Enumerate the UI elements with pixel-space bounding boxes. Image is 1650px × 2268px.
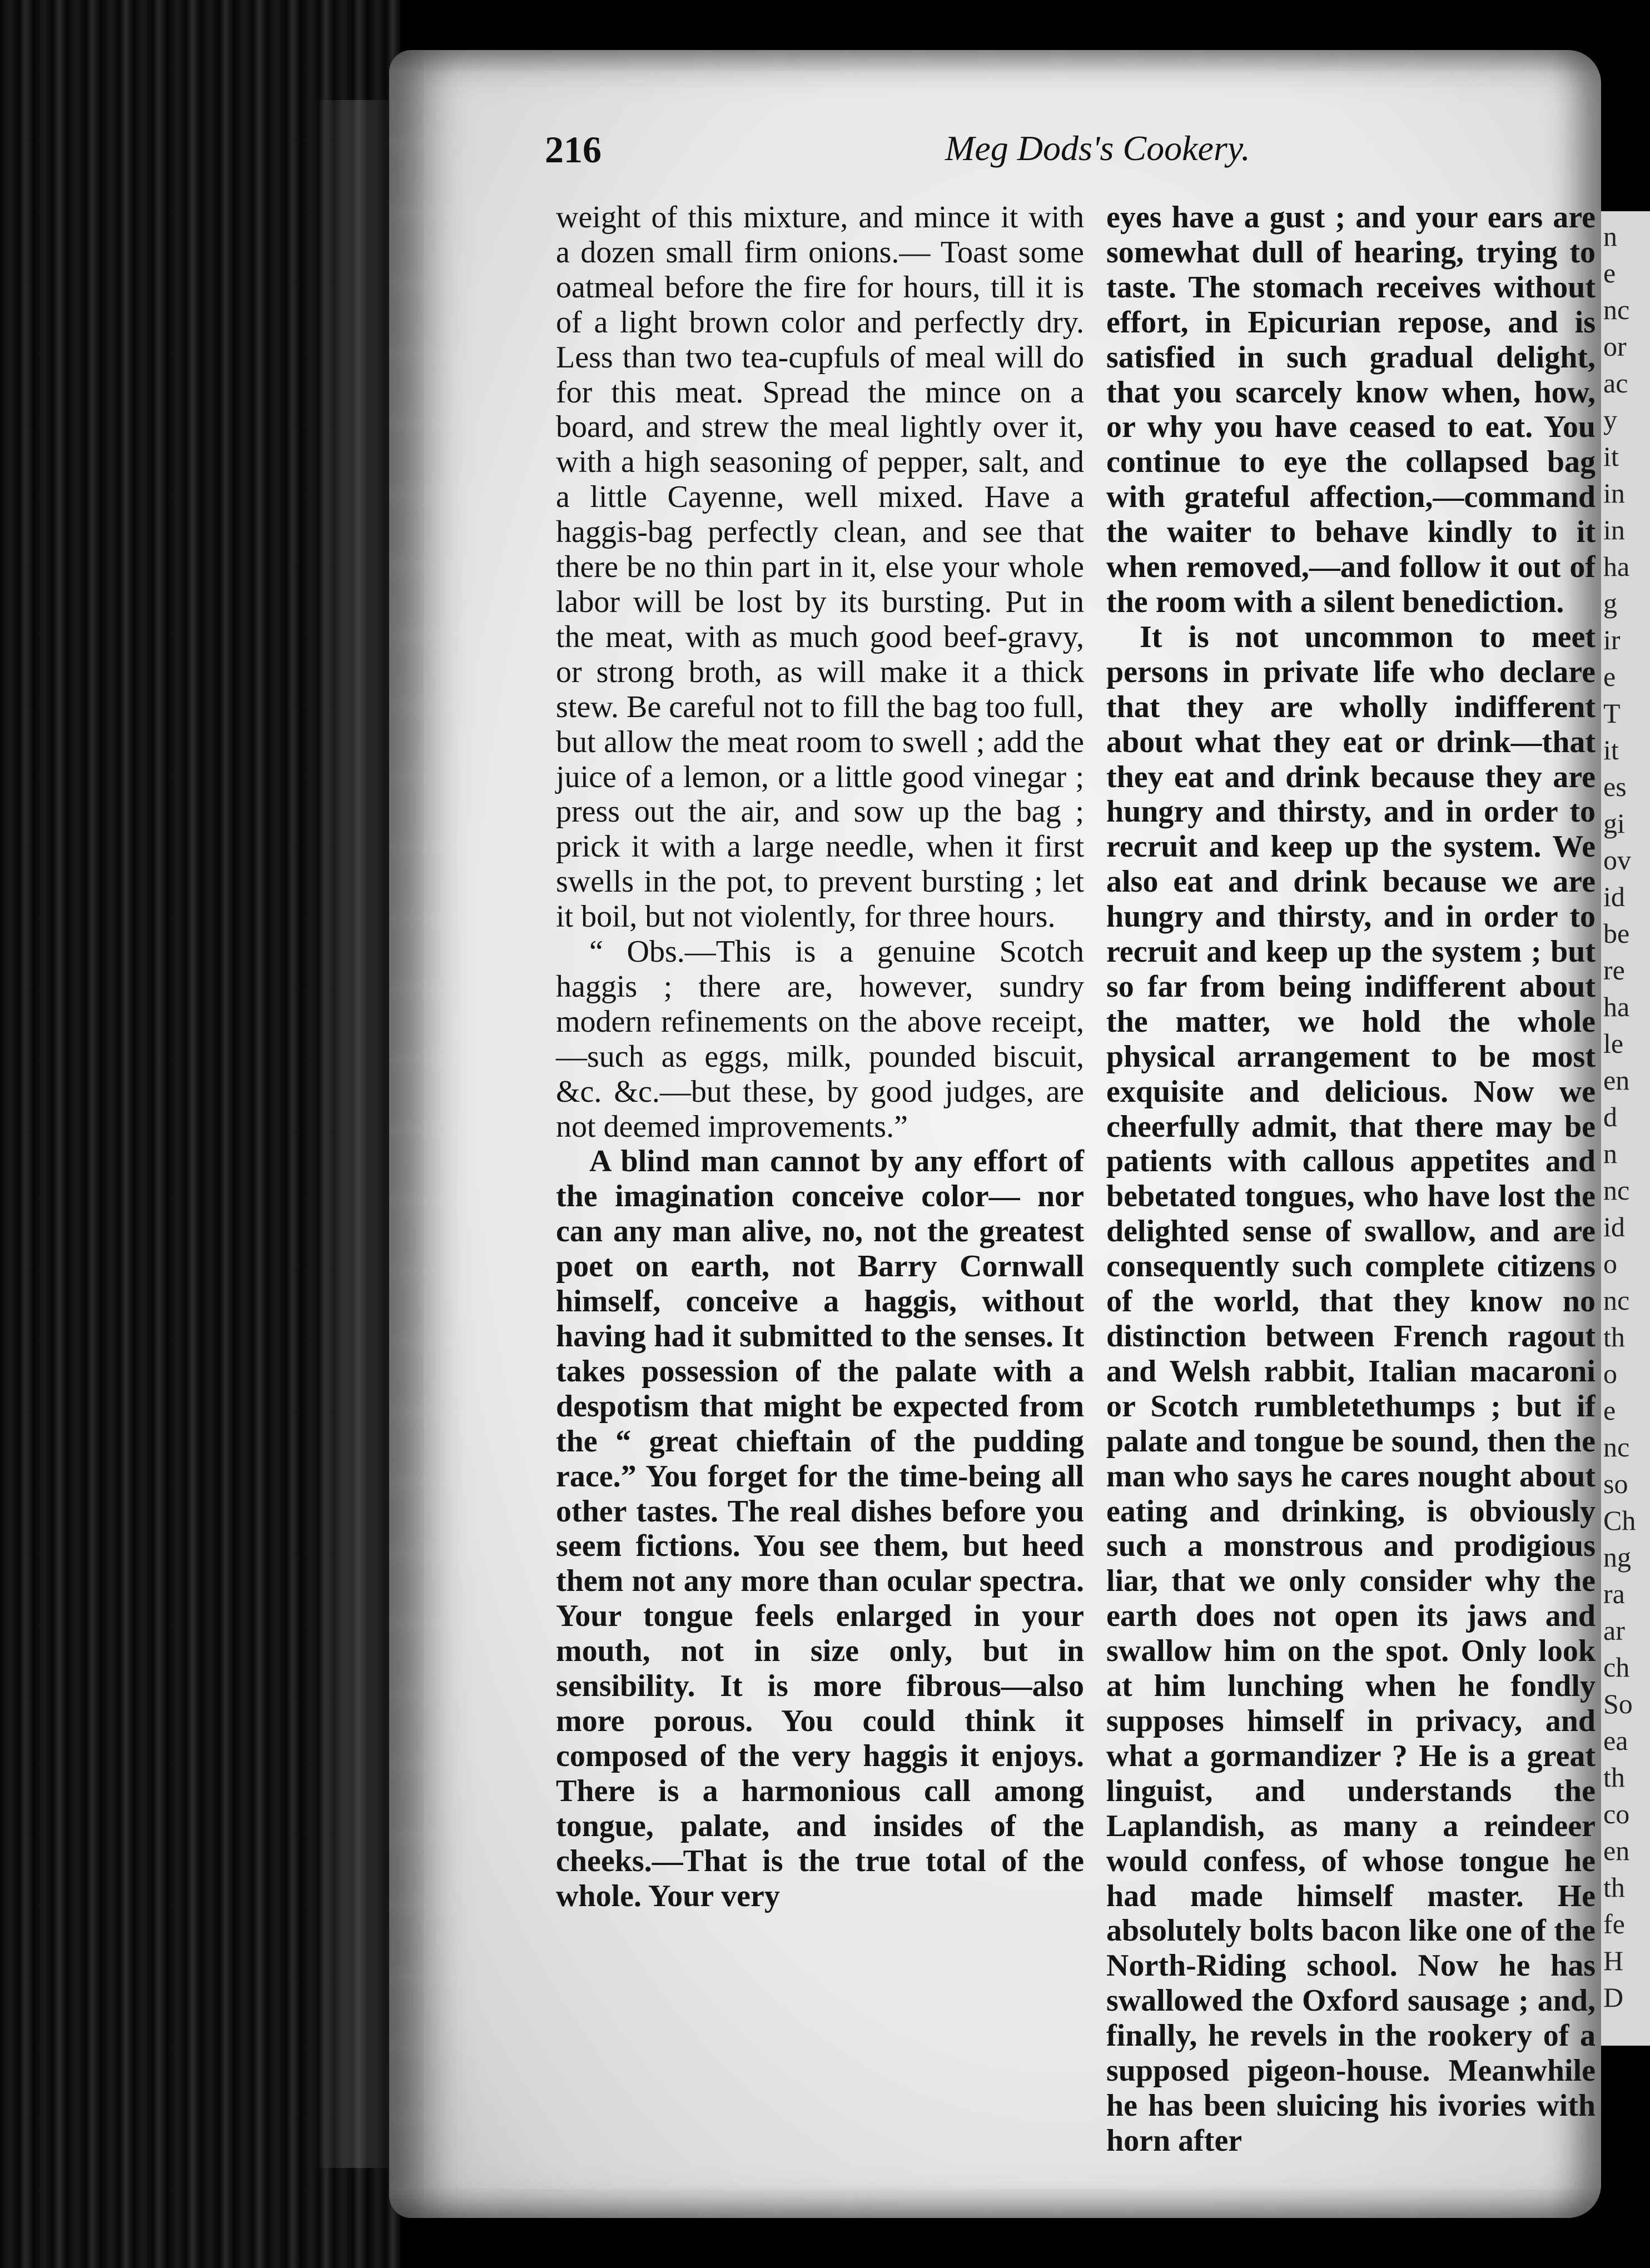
next-page-fragment: o — [1603, 1248, 1617, 1279]
next-page-fragment: n — [1603, 221, 1617, 252]
next-page-fragment: So — [1603, 1688, 1633, 1719]
right-text-column — [1106, 200, 1596, 2158]
paragraph-recipe-continuation: weight of this mixture, and mince it with a dozen small firm onions.— Toast some oatmeal before the fire for hours, till it is of a light brown color and perfectly dry. Less than two tea-cupfuls of meal will do for this meat. Spread the mince on a board, and strew the meal lightly over it, with a high seasoning of pepper, salt, and a little Cayenne, well mixed. Have a haggis-bag perfectly clean, and see that there be no thin part in it, else your whole labor will be lost by its bursting. Put in the meat, with as much good beef-gravy, or strong broth, as will make it a thick stew. Be careful not to fill the bag too full, but allow the meat room to swell ; add the juice of a lemon, or a little good vinegar ; press out the air, and sow up the bag ; prick it with a large needle, when it first swells in the pot, to prevent bursting ; let it boil, but not violently, for three hours. — [556, 200, 1084, 934]
next-page-fragment: n — [1603, 1138, 1617, 1169]
next-page-fragment: en — [1603, 1835, 1630, 1866]
next-page-fragment: Ch — [1603, 1505, 1636, 1536]
next-page-fragment: o — [1603, 1358, 1617, 1389]
next-page-fragment: ac — [1603, 367, 1628, 399]
left-text-column — [556, 200, 1084, 1913]
page-number: 216 — [545, 128, 602, 171]
next-page-fragment: D — [1603, 1982, 1624, 2013]
next-page-fragment: y — [1603, 404, 1617, 435]
running-head: Meg Dods's Cookery. — [945, 128, 1250, 168]
next-page-fragment: it — [1603, 441, 1619, 472]
next-page-fragment: ea — [1603, 1725, 1628, 1756]
next-page-fragment: ov — [1603, 844, 1631, 876]
page-header — [545, 128, 1462, 178]
next-page-fragment: id — [1603, 881, 1625, 912]
next-page-fragment: g — [1603, 588, 1617, 619]
next-page-fragment: T — [1603, 698, 1621, 729]
next-page-fragment: be — [1603, 918, 1630, 949]
paragraph-indifferent: It is not uncommon to meet persons in private life who declare that they are wholly indifferent about what they eat or drink—that they eat and drink because they are hungry and thirsty, and in order to recruit and keep up the system. We also eat and drink because we are hungry and thirsty, and in order to recruit and keep up the system ; but so far from being indifferent about the matter, we hold the whole physical arrangement to be most exquisite and delicious. Now we cheerfully admit, that there may be patients with callous appetites and bebetated tongues, who have lost the delighted sense of swallow, and are consequently such complete citizens of the world, that they know no distinction between French ragout and Welsh rabbit, Italian macaroni or Scotch rumbletethumps ; but if palate and tongue be sound, then the man who says he cares nought about eating and drinking, is obviously such a monstrous and prodigious liar, that we only consider why the earth does not open its jaws and swallow him on the spot. Only look at him lunching when he fondly supposes himself in privacy, and what a gormandizer ? He is a great linguist, and understands the Laplandish, as many a reindeer would confess, of whose tongue he had made himself master. He absolutely bolts bacon like one of the North-Riding school. Now he has swallowed the Oxford sausage ; and, finally, he revels in the rookery of a supposed pigeon-house. Meanwhile he has been sluicing his ivories with horn after — [1106, 619, 1596, 2158]
next-page-fragment: le — [1603, 1028, 1624, 1059]
next-page-fragment: so — [1603, 1468, 1628, 1499]
next-page-fragment: or — [1603, 331, 1627, 362]
next-page-fragment: it — [1603, 734, 1619, 765]
next-page-fragment: es — [1603, 771, 1627, 802]
next-page-fragment: in — [1603, 478, 1625, 509]
next-page-fragment: e — [1603, 661, 1616, 692]
next-page-fragment: H — [1603, 1945, 1624, 1976]
next-page-fragment: ha — [1603, 991, 1630, 1022]
paragraph-blind-man: A blind man cannot by any effort of the imagination conceive color— nor can any man alive, no, not the greatest poet on earth, not Barry Cornwall himself, conceive a haggis, without having had it submitted to the senses. It takes possession of the palate with a despotism that might be expected from the “ great chieftain of the pudding race.” You forget for the time-being all other tastes. The real dishes before you seem fictions. You see them, but heed them not any more than ocular spectra. Your tongue feels enlarged in your mouth, not in size only, but in sensibility. It is more fibrous—also more porous. You could think it composed of the very haggis it enjoys. There is a harmonious call among tongue, palate, and insides of the cheeks.—That is the true total of the whole. Your very — [556, 1144, 1084, 1913]
next-page-fragment: nc — [1603, 1285, 1630, 1316]
next-page-fragment: id — [1603, 1211, 1625, 1242]
next-page-fragment: nc — [1603, 1431, 1630, 1463]
next-page-fragment: th — [1603, 1762, 1625, 1793]
next-page-edge — [1601, 211, 1650, 2046]
next-page-fragment: ch — [1603, 1652, 1630, 1683]
next-page-fragment: co — [1603, 1798, 1630, 1829]
next-page-fragment: in — [1603, 514, 1625, 545]
next-page-fragment: ir — [1603, 624, 1621, 655]
next-page-fragment: nc — [1603, 1175, 1630, 1206]
next-page-fragment: gi — [1603, 808, 1625, 839]
next-page-fragment: d — [1603, 1101, 1617, 1132]
next-page-fragment: ha — [1603, 551, 1630, 582]
paragraph-observation: “ Obs.—This is a genuine Scotch haggis ; there are, however, sundry modern refinements on the above receipt,—such as eggs, milk, pounded biscuit, &c. &c.—but these, by good judges, are not deemed improvements.” — [556, 934, 1084, 1144]
next-page-fragment: e — [1603, 257, 1616, 289]
next-page-fragment: e — [1603, 1395, 1616, 1426]
next-page-fragment: ar — [1603, 1615, 1625, 1646]
next-page-fragment: fe — [1603, 1908, 1625, 1939]
next-page-fragment: nc — [1603, 294, 1630, 325]
next-page-fragment: en — [1603, 1065, 1630, 1096]
next-page-fragment: ra — [1603, 1578, 1625, 1609]
paragraph-eyes-gust: eyes have a gust ; and your ears are somewhat dull of hearing, trying to taste. The stomach receives without effort, in Epicurian repose, and is satisfied in such gradual delight, that you scarcely know when, how, or why you have ceased to eat. You continue to eye the collapsed bag with grateful affection,—command the waiter to behave kindly to it when removed,—and follow it out of the room with a silent benediction. — [1106, 200, 1596, 619]
next-page-fragment: th — [1603, 1872, 1625, 1903]
next-page-fragment: th — [1603, 1321, 1625, 1352]
next-page-fragment: ng — [1603, 1541, 1631, 1573]
next-page-fragment: re — [1603, 954, 1625, 986]
